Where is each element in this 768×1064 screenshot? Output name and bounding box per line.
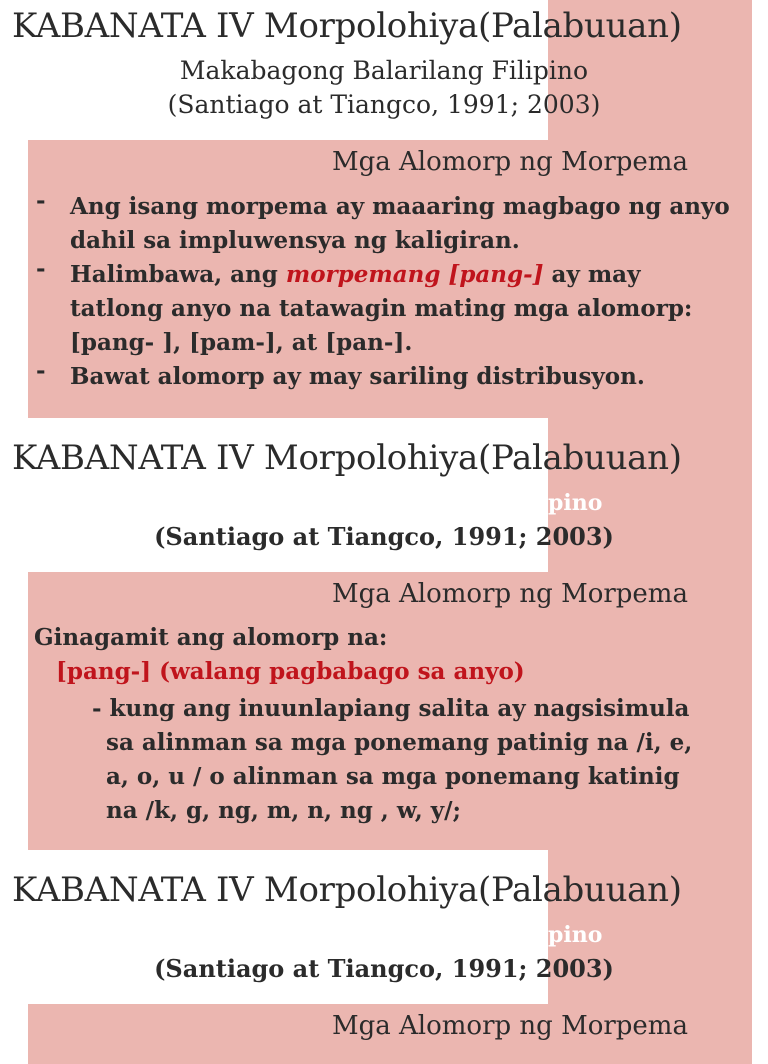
dash-icon: -	[36, 357, 46, 384]
intro-text: Ginagamit ang alomorp na:	[34, 624, 388, 651]
slide-citation: (Santiago at Tiangco, 1991; 2003)	[154, 954, 614, 983]
rule-line: na /k, g, ng, m, n, ng , w, y/;	[106, 797, 462, 824]
dash-icon: -	[36, 187, 46, 214]
rule-line: - kung ang inuunlapiang salita ay nagsisimula	[92, 695, 690, 722]
rule-paragraph	[92, 692, 732, 828]
rule-line: sa alinman sa mga ponemang patinig na /i, e,	[106, 729, 693, 756]
slide-citation: (Santiago at Tiangco, 1991; 2003)	[154, 522, 614, 551]
bullet-text: Ang isang morpema ay maaaring magbago ng anyo dahil sa impluwensya ng kaligiran.	[70, 193, 730, 254]
slide-title: KABANATA IV Morpolohiya(Palabuuan)	[12, 6, 682, 46]
slide-1	[0, 0, 768, 432]
slide-citation: (Santiago at Tiangco, 1991; 2003)	[167, 90, 601, 119]
bullet-list	[36, 187, 736, 394]
rule-line: a, o, u / o alinman sa mga ponemang katinig	[106, 763, 680, 790]
dash-icon: -	[36, 255, 46, 282]
slide-subtitle: Makabagong Balarilang Filipino	[179, 56, 589, 85]
subtitle-fragment: pino	[548, 490, 603, 516]
box-heading: Mga Alomorp ng Morpema	[332, 147, 688, 177]
slide-title: KABANATA IV Morpolohiya(Palabuuan)	[12, 870, 682, 910]
box-heading: Mga Alomorp ng Morpema	[332, 579, 688, 609]
bullet-prefix: Halimbawa, ang	[70, 261, 286, 288]
box-heading: Mga Alomorp ng Morpema	[332, 1011, 688, 1041]
bullet-item	[36, 357, 736, 394]
bullet-item	[36, 187, 736, 258]
subtitle-fragment: pino	[548, 922, 603, 948]
slide-3	[0, 864, 768, 1064]
allomorph-label: [pang-] (walang pagbabago sa anyo)	[56, 658, 525, 685]
bullet-highlight: morpemang [pang-]	[285, 261, 544, 288]
bullet-suffix: ay may tatlong anyo na tatawagin mating mga alomorp: [pang- ], [pam-], at [pan-].	[70, 261, 693, 356]
slide-title: KABANATA IV Morpolohiya(Palabuuan)	[12, 438, 682, 478]
slide-2	[0, 432, 768, 864]
bullet-text: Bawat alomorp ay may sariling distribusyon.	[70, 363, 645, 390]
bullet-item	[36, 255, 736, 360]
